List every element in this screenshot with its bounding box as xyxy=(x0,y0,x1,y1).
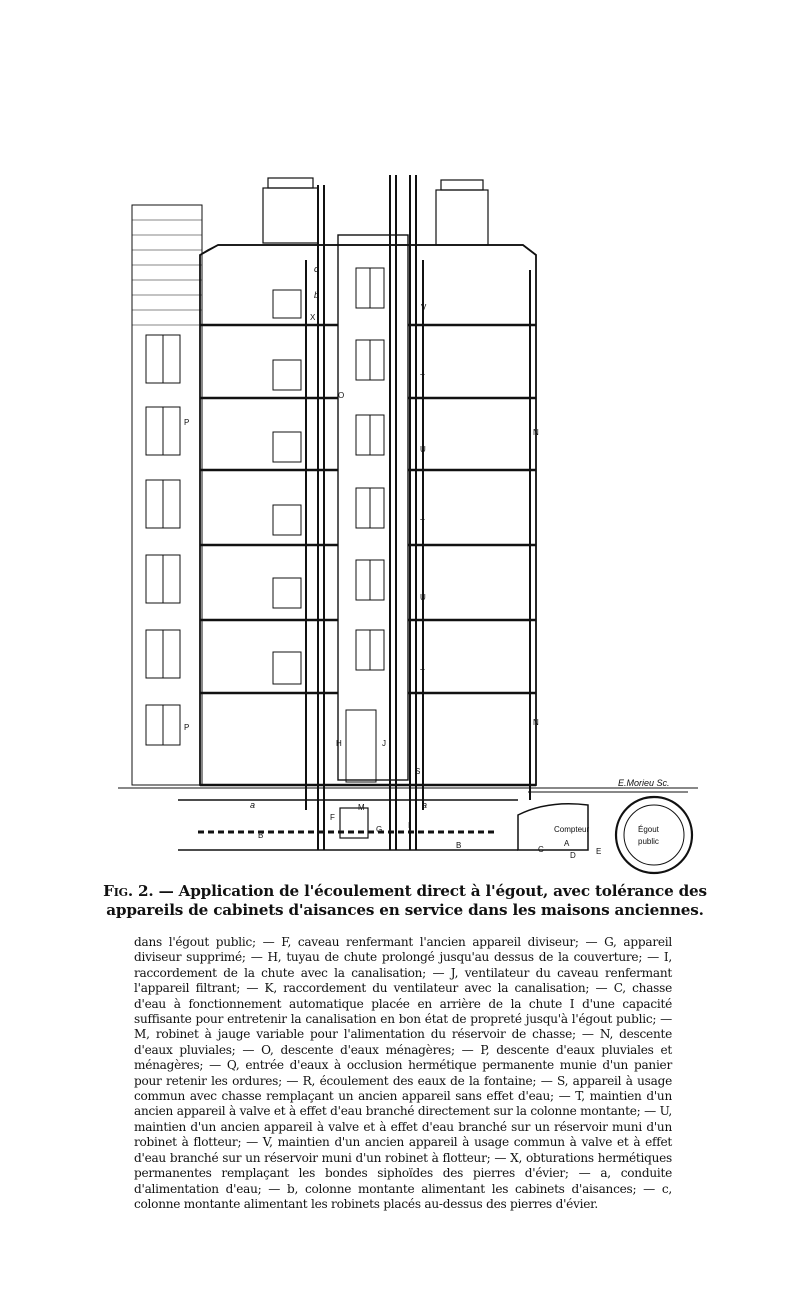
label-a-right: a xyxy=(422,800,428,810)
label-p-top: P xyxy=(184,418,190,427)
engraver-signature: E.Morieu Sc. xyxy=(618,778,670,788)
label-f: F xyxy=(330,813,335,822)
label-t-2: T xyxy=(420,518,425,527)
label-compteur: Compteur xyxy=(554,825,590,834)
body-paragraph: dans l'égout public; — F, caveau renfermant l'ancien appareil diviseur; — G, appareil diviseur supprimé; — H, tuyau de chute prolongé jusqu'au dessus de la couverture; — I, raccordement de la chute avec la canalisation; — J, ventilateur du caveau renfermant l'appareil filtrant; — K, raccordement du ventilateur avec la canalisation; — C, chasse d'eau à fonctionnement automatique placée en arrière de la chute I d'une capacité suffisante pour entretenir la canalisation en bon état de propreté jusqu'à l'égout public; — M, robinet à jauge variable pour l'alimentation du réservoir de chasse; — N, descente d'eaux pluviales; — O, descente d'eaux ménagères; — P, descente d'eaux pluviales et ménagères; — Q, entrée d'eaux à occlusion hermétique permanente munie d'un panier pour retenir les ordures; — R, écoulement des eaux de la fontaine; — S, appareil à usage commun avec chasse remplaçant un ancien appareil sans effet d'eau; — T, maintien d'un ancien appareil à valve et à effet d'eau branché directement sur la colonne montante; — U, maintien d'un ancien appareil à valve et à effet d'eau branché sur un réservoir muni d'un robinet à flotteur; — V, maintien d'un ancien appareil à usage commun à valve et à effet d'eau branché sur un réservoir muni d'un robinet à flotteur; — X, obturations hermétiques permanentes remplaçant les bondes siphoïdes des pierres d'évier; — a, conduite d'alimentation d'eau; — b, colonne montante alimentant les cabinets d'aisances; — c, colonne montante alimentant les robinets placés au-dessus des pierres d'évier. xyxy=(134,935,672,1211)
label-bb-right: B xyxy=(456,841,462,850)
label-n-top: N xyxy=(533,428,539,437)
label-n-bottom: N xyxy=(533,718,539,727)
label-p-bottom: P xyxy=(184,723,190,732)
label-c: c xyxy=(314,264,319,274)
label-s: S xyxy=(415,767,421,776)
building-section-figure xyxy=(118,160,698,880)
label-egout: Égout xyxy=(638,825,659,834)
label-t-3: T xyxy=(420,668,425,677)
label-d: D xyxy=(570,851,576,860)
figure-caption xyxy=(95,882,715,920)
label-h: H xyxy=(336,739,342,748)
caption-lead: Fig. 2. xyxy=(103,882,154,900)
label-x: X xyxy=(310,313,316,322)
label-v: V xyxy=(421,303,427,312)
label-public: public xyxy=(638,837,659,846)
caption-text: — Application de l'écoulement direct à l'égout, avec tolérance des appareils de cabinets d'aisances en service dans les maisons anciennes. xyxy=(106,882,707,919)
label-m: M xyxy=(358,803,365,812)
label-i: I xyxy=(408,821,411,830)
label-e: E xyxy=(596,847,602,856)
label-bb-left: B xyxy=(258,831,264,840)
label-j: J xyxy=(382,739,386,748)
label-o: O xyxy=(338,391,345,400)
label-t-1: T xyxy=(420,373,425,382)
label-big-a: A xyxy=(564,839,570,848)
label-g: G xyxy=(376,825,383,834)
label-u-1: U xyxy=(420,445,426,454)
label-b-left: b xyxy=(314,290,320,300)
section-drawing xyxy=(118,160,698,880)
label-a-left: a xyxy=(250,800,256,810)
label-c-up: C xyxy=(538,845,544,854)
label-u-2: U xyxy=(420,593,426,602)
